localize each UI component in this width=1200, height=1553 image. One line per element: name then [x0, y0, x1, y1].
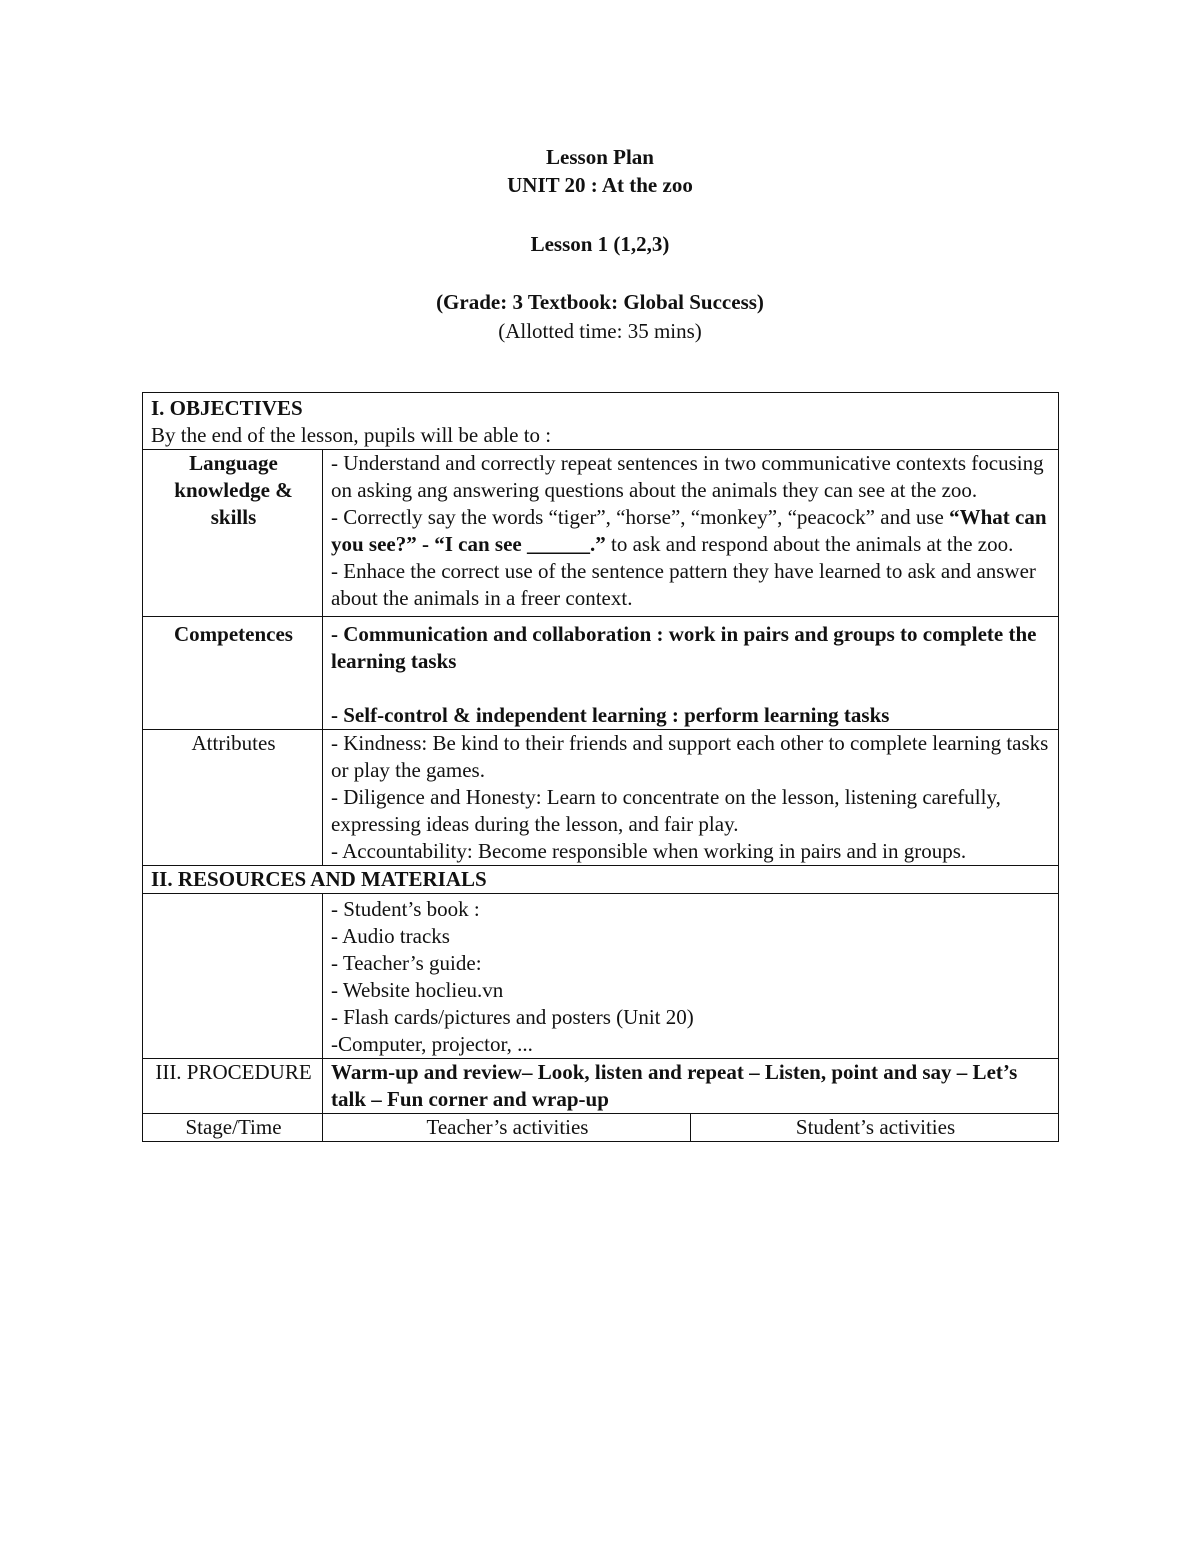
language-line-2-text: - Correctly say the words “tiger”, “horse”, “monkey”, “peacock” and use	[331, 505, 950, 529]
resource-item: - Audio tracks	[331, 924, 450, 948]
resource-item: - Student’s book :	[331, 897, 480, 921]
attributes-content	[323, 730, 1059, 866]
language-row	[143, 450, 1059, 617]
language-line-2	[331, 504, 1052, 558]
page-title: Lesson Plan	[546, 145, 654, 169]
objectives-heading: I. OBJECTIVES	[151, 396, 303, 420]
col-stage-time: Stage/Time	[143, 1114, 323, 1142]
objectives-intro: By the end of the lesson, pupils will be able to :	[151, 423, 552, 447]
resources-heading-row	[143, 866, 1059, 894]
procedure-steps: Warm-up and review– Look, listen and repeat – Listen, point and say – Let’s talk – Fun corner and wrap-up	[323, 1059, 1059, 1114]
language-line-2-end: to ask and respond about the animals at the zoo.	[605, 532, 1014, 556]
attributes-line-2: - Diligence and Honesty: Learn to concentrate on the lesson, listening carefully, expressing ideas during the lesson, and fair play.	[331, 785, 1001, 836]
attributes-line-3: - Accountability: Become responsible when working in pairs and in groups.	[331, 839, 967, 863]
procedure-label: III. PROCEDURE	[143, 1059, 323, 1114]
resources-heading: II. RESOURCES AND MATERIALS	[143, 866, 1059, 894]
procedure-row	[143, 1059, 1059, 1114]
unit-title: UNIT 20 : At the zoo	[507, 173, 693, 197]
language-label: Language knowledge & skills	[143, 450, 323, 617]
resource-item: - Flash cards/pictures and posters (Unit 20)	[331, 1005, 694, 1029]
lesson-title: Lesson 1 (1,2,3)	[530, 232, 670, 256]
resource-item: -Computer, projector, ...	[331, 1032, 533, 1056]
objectives-heading-row	[143, 393, 1059, 450]
lesson-plan-table	[142, 392, 1059, 1142]
grade-textbook: (Grade: 3 Textbook: Global Success)	[436, 290, 764, 314]
resources-list	[323, 894, 1059, 1059]
sentence-pattern: “What can you see?” - “I can see ______.”	[331, 505, 1047, 556]
competences-row	[143, 617, 1059, 730]
competences-line-1: - Communication and collaboration : work in pairs and groups to complete the learning tasks	[331, 622, 1037, 673]
language-content	[323, 450, 1059, 617]
language-line-1: - Understand and correctly repeat sentences in two communicative contexts focusing on asking ang answering questions about the animals they can see at the zoo.	[331, 451, 1044, 502]
attributes-label: Attributes	[143, 730, 323, 866]
col-student-activities: Student’s activities	[691, 1114, 1059, 1142]
attributes-line-1: - Kindness: Be kind to their friends and support each other to complete learning tasks or play the games.	[331, 731, 1049, 782]
resource-item: - Teacher’s guide:	[331, 951, 482, 975]
allotted-time: (Allotted time: 35 mins)	[498, 319, 702, 343]
resource-item: - Website hoclieu.vn	[331, 978, 504, 1002]
attributes-row	[143, 730, 1059, 866]
resources-row	[143, 894, 1059, 1059]
col-teacher-activities: Teacher’s activities	[323, 1114, 691, 1142]
procedure-columns-row	[143, 1114, 1059, 1142]
competences-label: Competences	[143, 617, 323, 730]
language-line-3: - Enhace the correct use of the sentence pattern they have learned to ask and answer about the animals in a freer context.	[331, 559, 1036, 610]
competences-line-2: - Self-control & independent learning : perform learning tasks	[331, 703, 890, 727]
competences-content	[323, 617, 1059, 730]
